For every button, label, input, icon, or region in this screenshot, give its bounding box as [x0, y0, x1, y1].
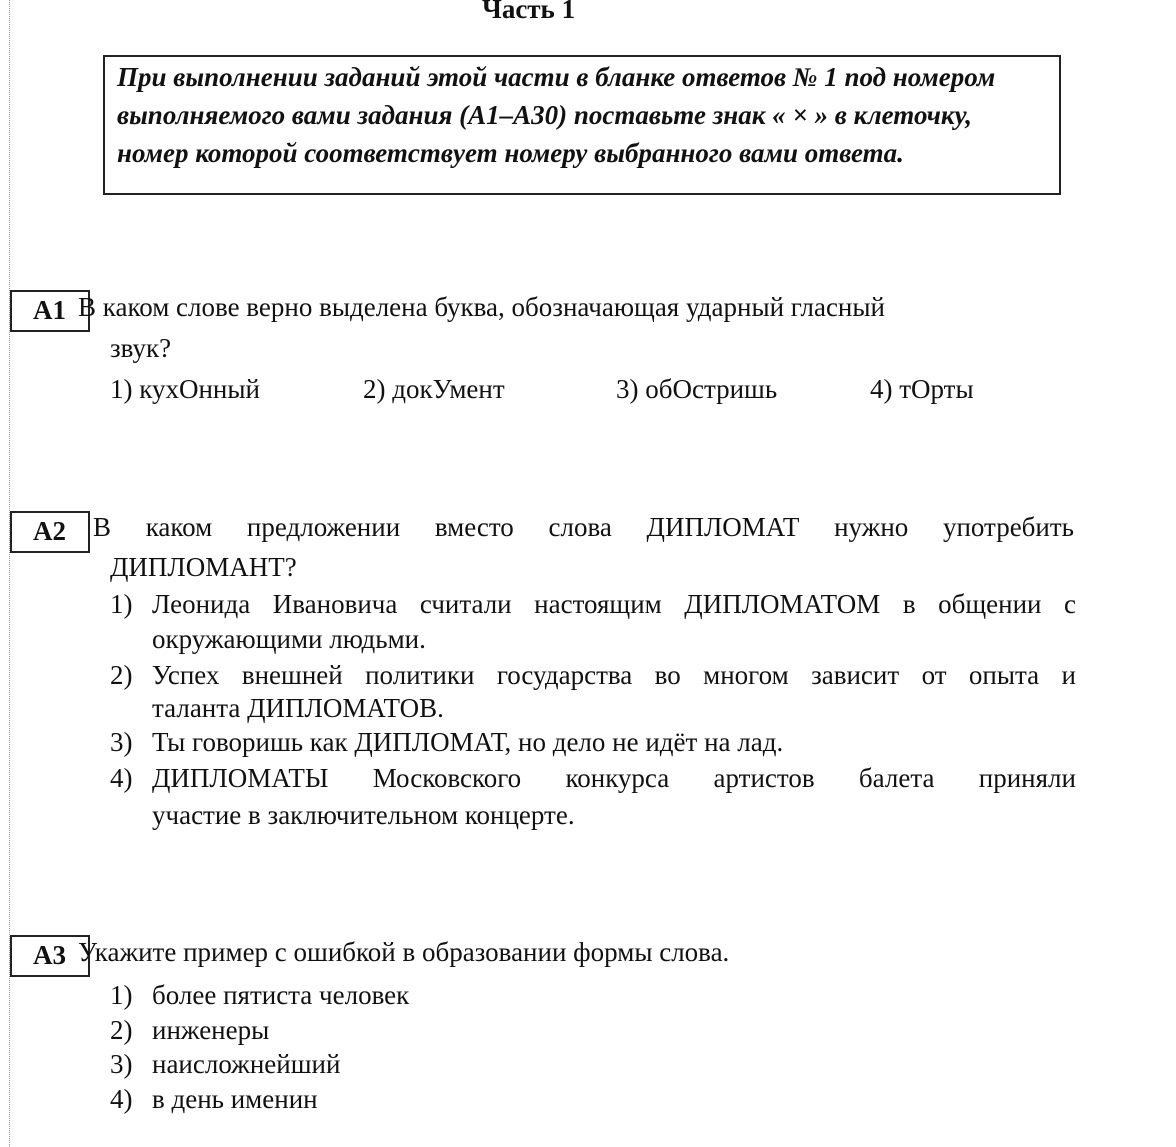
a2-option-1-line2: окружающими людьми.: [152, 624, 426, 654]
a2-option-3-number: 3): [110, 727, 133, 757]
a2-opt2-word: многом: [703, 660, 789, 690]
a2-opt2-word: во: [654, 660, 681, 690]
a2-option-2-line1: [152, 660, 1076, 691]
question-number-a2: А2: [10, 511, 90, 553]
a2-opt1-word: считали: [419, 589, 512, 619]
a2-option-2-number: 2): [110, 660, 133, 690]
a2-opt4-word: балета: [858, 763, 935, 793]
a2-opt2-word: и: [1061, 660, 1076, 690]
a2-opt2-word: политики: [365, 660, 475, 690]
a1-option-2: 2) докУмент: [363, 374, 505, 404]
a2-opt1-word: общении: [938, 589, 1042, 619]
a2-word: слова: [548, 512, 612, 542]
a3-option-4-text: в день именин: [152, 1084, 318, 1114]
question-a1-line2: звук?: [110, 333, 172, 363]
a3-option-2-text: инженеры: [152, 1015, 270, 1045]
a1-option-1: 1) кухОнный: [110, 374, 260, 404]
a2-word: В: [93, 512, 112, 542]
a2-opt2-word: Успех: [152, 660, 220, 690]
a2-opt2-word: опыта: [968, 660, 1040, 690]
a2-opt4-word: приняли: [978, 763, 1076, 793]
a2-word: употребить: [942, 512, 1074, 542]
a2-option-1-line1: [152, 589, 1076, 620]
a2-word: ДИПЛОМАТ: [646, 512, 800, 542]
a2-opt1-word: ДИПЛОМАТОМ: [684, 589, 881, 619]
question-number-a1: А1: [10, 290, 90, 332]
a2-opt1-word: с: [1064, 589, 1076, 619]
a1-option-4: 4) тОрты: [870, 374, 974, 404]
a2-option-1-number: 1): [110, 589, 133, 619]
a2-opt2-word: внешней: [241, 660, 343, 690]
a2-opt4-word: Московского: [372, 763, 522, 793]
instructions-text: При выполнении заданий этой части в бланке ответов № 1 под номером выполняемого вами задания (А1–А30) поставьте знак « × » в клеточку, номер которой соответствует номеру выбранного вами ответа.: [117, 62, 996, 168]
a2-opt4-word: конкурса: [565, 763, 670, 793]
question-a3-first-letter: У: [78, 937, 95, 967]
a2-word: каком: [145, 512, 213, 542]
a3-option-4-number: 4): [110, 1084, 133, 1114]
a1-option-3: 3) обОстришь: [616, 374, 778, 404]
question-a2-line2: ДИПЛОМАНТ?: [110, 552, 297, 582]
a2-opt1-word: настоящим: [534, 589, 662, 619]
a2-opt4-word: артистов: [713, 763, 815, 793]
a2-option-4-number: 4): [110, 763, 133, 793]
a2-opt1-word: в: [902, 589, 916, 619]
a3-option-1-text: более пятиста человек: [152, 980, 410, 1010]
a2-word: предложении: [246, 512, 401, 542]
question-a1-text: каком слове верно выделена буква, обозначающая ударный гласный: [96, 292, 885, 322]
a2-opt2-word: зависит: [811, 660, 900, 690]
a2-option-2-line2: таланта ДИПЛОМАТОВ.: [152, 693, 444, 723]
a2-opt1-word: Ивановича: [272, 589, 398, 619]
a3-option-1-number: 1): [110, 980, 133, 1010]
a2-option-4-line1: [152, 763, 1076, 794]
a3-option-2-number: 2): [110, 1015, 133, 1045]
question-a1-line1: [78, 287, 885, 327]
a2-opt2-word: государства: [496, 660, 633, 690]
question-a3-text: кажите пример с ошибкой в образовании формы слова.: [94, 937, 730, 967]
a2-opt1-word: Леонида: [152, 589, 251, 619]
question-a2-line1: [93, 512, 1074, 543]
a2-opt2-word: от: [921, 660, 947, 690]
a3-option-3-text: наисложнейший: [152, 1049, 341, 1079]
question-number-a3: А3: [10, 935, 90, 977]
question-a1-first-letter: В: [78, 292, 97, 322]
a2-opt4-word: ДИПЛОМАТЫ: [152, 763, 329, 793]
question-a3-line1: [78, 932, 729, 972]
a3-option-3-number: 3): [110, 1049, 133, 1079]
instructions-box: [103, 55, 1061, 195]
a2-option-3-text: Ты говоришь как ДИПЛОМАТ, но дело не идёт на лад.: [152, 727, 784, 757]
part-title: Часть 1: [482, 0, 576, 24]
a2-option-4-line2: участие в заключительном концерте.: [152, 800, 575, 830]
a2-word: нужно: [834, 512, 909, 542]
a2-word: вместо: [434, 512, 514, 542]
